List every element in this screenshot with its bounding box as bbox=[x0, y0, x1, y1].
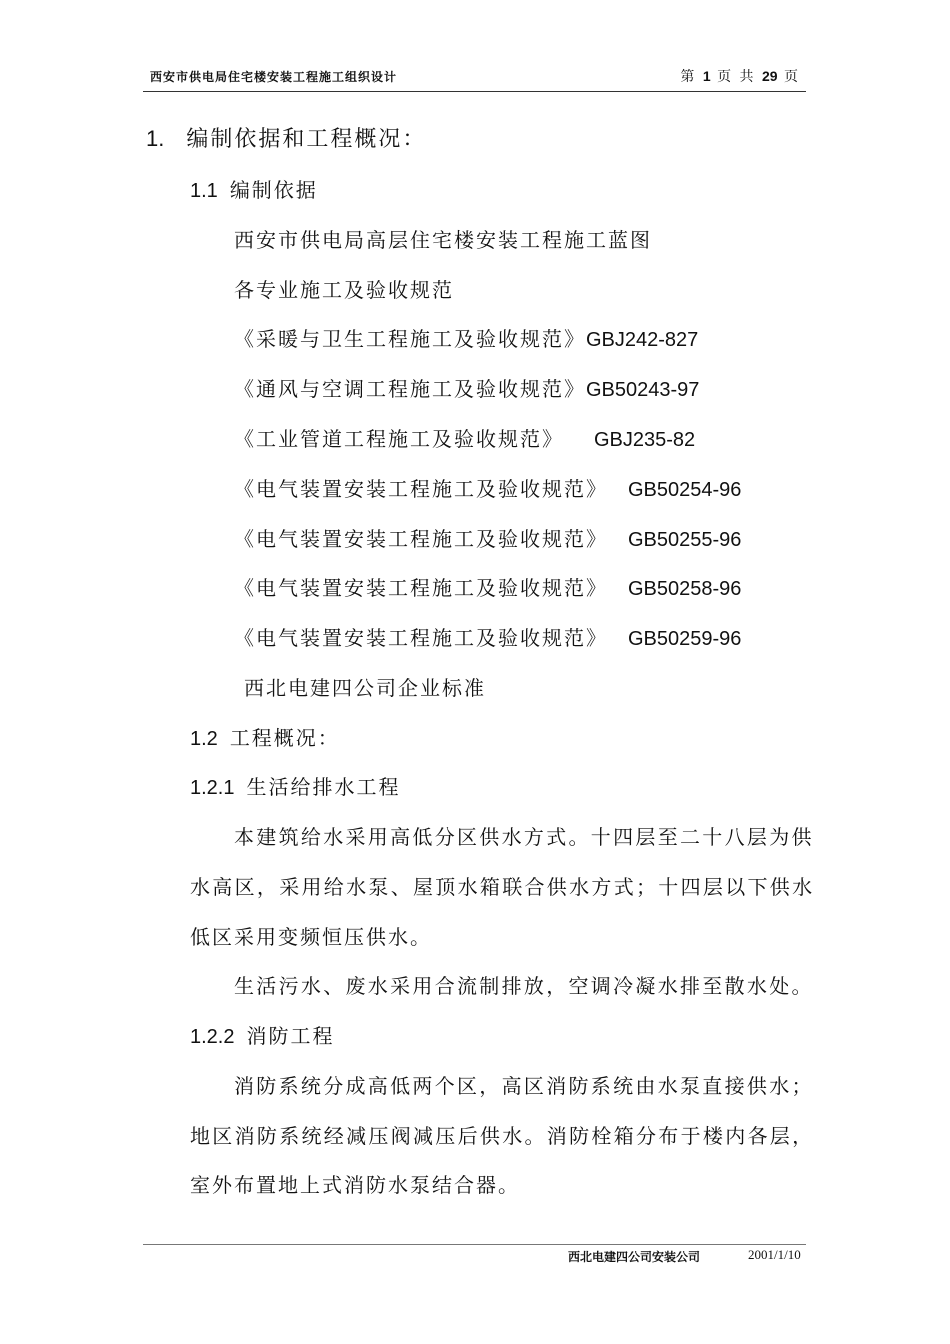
section-number: 1.2 bbox=[190, 728, 218, 750]
standard-code: GB50255-96 bbox=[628, 529, 742, 551]
header-page-indicator bbox=[680, 66, 800, 86]
section-number: 1. bbox=[146, 126, 165, 151]
basis-item bbox=[234, 625, 741, 652]
standard-name: 《电气装置安装工程施工及验收规范》 bbox=[234, 527, 608, 551]
total-pages: 29 bbox=[761, 68, 778, 84]
section-number: 1.1 bbox=[190, 180, 218, 202]
page-suffix: 页 bbox=[784, 69, 800, 85]
section-number: 1.2.2 bbox=[190, 1026, 235, 1048]
section-title: 消防工程 bbox=[246, 1024, 335, 1048]
header-rule bbox=[143, 91, 806, 92]
basis-item bbox=[234, 575, 741, 602]
basis-item bbox=[234, 526, 741, 553]
standard-name: 《电气装置安装工程施工及验收规范》 bbox=[234, 477, 608, 501]
page-mid: 页 共 bbox=[717, 69, 756, 85]
paragraph-line: 水高区，采用给水泵、屋顶水箱联合供水方式；十四层以下供水 bbox=[190, 875, 815, 899]
section-title: 编制依据 bbox=[229, 178, 318, 202]
section-title: 生活给排水工程 bbox=[246, 775, 401, 799]
standard-name: 《通风与空调工程施工及验收规范》 bbox=[234, 377, 586, 401]
footer-rule bbox=[143, 1244, 806, 1245]
standard-code: GB50258-96 bbox=[628, 578, 742, 600]
basis-item: 西北电建四公司企业标准 bbox=[244, 676, 486, 700]
section-1-2-1-heading bbox=[190, 774, 400, 801]
section-number: 1.2.1 bbox=[190, 777, 235, 799]
section-1-2-2-heading bbox=[190, 1023, 334, 1050]
paragraph-line: 地区消防系统经减压阀减压后供水。消防栓箱分布于楼内各层， bbox=[190, 1124, 815, 1148]
paragraph-line: 低区采用变频恒压供水。 bbox=[190, 925, 432, 949]
standard-name: 《电气装置安装工程施工及验收规范》 bbox=[234, 576, 608, 600]
paragraph-line: 本建筑给水采用高低分区供水方式。十四层至二十八层为供 bbox=[234, 825, 814, 849]
section-1-1-heading bbox=[190, 177, 318, 204]
section-1-2-heading bbox=[190, 725, 340, 752]
paragraph-line: 生活污水、废水采用合流制排放，空调冷凝水排至散水处。 bbox=[234, 974, 814, 998]
standard-name: 《采暖与卫生工程施工及验收规范》 bbox=[234, 327, 586, 351]
section-title: 编制依据和工程概况： bbox=[186, 127, 427, 152]
header-document-title: 西安市供电局住宅楼安装工程施工组织设计 bbox=[150, 70, 398, 84]
page-prefix: 第 bbox=[680, 69, 697, 85]
basis-item bbox=[234, 426, 695, 453]
standard-code: GBJ235-82 bbox=[594, 429, 696, 451]
basis-item bbox=[234, 326, 698, 353]
section-title: 工程概况： bbox=[229, 726, 340, 750]
footer-company: 西北电建四公司安装公司 bbox=[568, 1250, 701, 1264]
section-1-heading bbox=[146, 126, 426, 153]
standard-code: GB50254-96 bbox=[628, 479, 742, 501]
page-number: 1 bbox=[702, 68, 711, 84]
standard-code: GB50259-96 bbox=[628, 628, 742, 650]
footer-date: 2001/1/10 bbox=[748, 1247, 801, 1262]
basis-item bbox=[234, 476, 741, 503]
paragraph-line: 消防系统分成高低两个区，高区消防系统由水泵直接供水； bbox=[234, 1074, 814, 1098]
basis-item: 西安市供电局高层住宅楼安装工程施工蓝图 bbox=[234, 228, 652, 252]
standard-code: GBJ242-827 bbox=[586, 329, 699, 351]
basis-item: 各专业施工及验收规范 bbox=[234, 278, 454, 302]
standard-name: 《工业管道工程施工及验收规范》 bbox=[234, 427, 564, 451]
basis-item bbox=[234, 376, 699, 403]
standard-code: GB50243-97 bbox=[586, 379, 700, 401]
paragraph-line: 室外布置地上式消防水泵结合器。 bbox=[190, 1173, 520, 1197]
standard-name: 《电气装置安装工程施工及验收规范》 bbox=[234, 626, 608, 650]
